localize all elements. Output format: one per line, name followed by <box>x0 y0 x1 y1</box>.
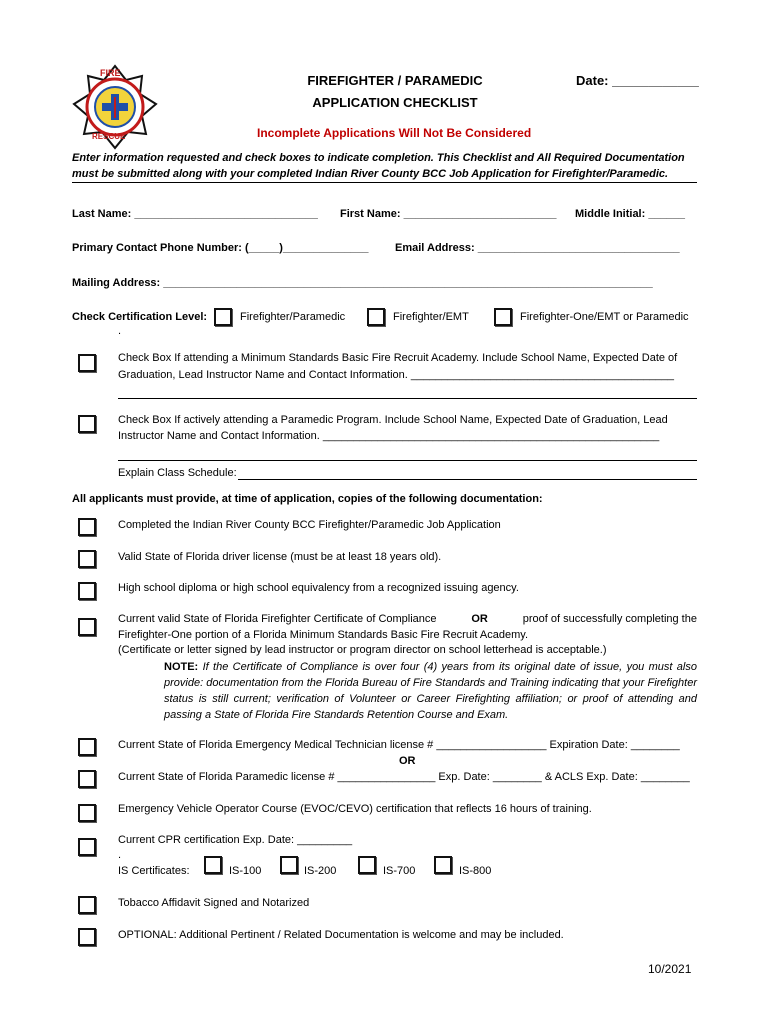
class-schedule-label: Explain Class Schedule: <box>118 467 237 479</box>
page-title-line1: FIREFIGHTER / PARAMEDIC <box>307 73 483 88</box>
doc-ff-cert-line3: (Certificate or letter signed by lead instructor or program director on school letterhead is acceptable.) <box>118 644 607 656</box>
instructions-underline <box>72 182 697 183</box>
doc-ff-cert-line2: Firefighter-One portion of a Florida Minimum Standards Basic Fire Recruit Academy. <box>118 629 529 641</box>
doc-ff-cert-line1 <box>118 613 697 625</box>
mailing-address-field[interactable]: Mailing Address: ________________________________________________________________________________ <box>72 277 653 289</box>
option-firefighter-emt: Firefighter/EMT <box>393 311 469 323</box>
checkbox-firefighter-emt[interactable] <box>367 308 385 326</box>
doc-cpr[interactable]: Current CPR certification Exp. Date: _________ <box>118 834 353 846</box>
stray-dot: . <box>118 325 122 337</box>
checkbox-academy[interactable] <box>78 354 96 372</box>
paramedic-blank-line[interactable] <box>118 460 697 461</box>
doc-ff-cert-note <box>164 659 697 723</box>
doc-ff-cert-or: OR <box>471 613 488 625</box>
checkbox-is-700[interactable] <box>358 856 376 874</box>
logo-bottom-text: RESCUE <box>92 132 126 141</box>
academy-blank-line[interactable] <box>118 398 697 399</box>
academy-text-line1: Check Box If attending a Minimum Standards Basic Fire Recruit Academy. Include School Name, Expected Date of <box>118 352 678 364</box>
doc-tobacco-affidavit: Tobacco Affidavit Signed and Notarized <box>118 897 310 909</box>
doc-emt-license[interactable]: Current State of Florida Emergency Medical Technician license # __________________ Expiration Date: ________ <box>118 739 680 751</box>
cpr-dot: . <box>118 849 122 861</box>
doc-optional: OPTIONAL: Additional Pertinent / Related Documentation is welcome and may be included. <box>118 929 564 941</box>
instructions-line1: Enter information requested and check boxes to indicate completion. This Checklist and All Required Documentation <box>72 152 685 164</box>
middle-initial-field[interactable]: Middle Initial: ______ <box>575 208 686 220</box>
doc-job-application: Completed the Indian River County BCC Firefighter/Paramedic Job Application <box>118 519 501 531</box>
paramedic-text-line1: Check Box If actively attending a Paramedic Program. Include School Name, Expected Date of Graduation, Lead <box>118 414 668 426</box>
logo-top-text: FIRE <box>100 68 121 78</box>
checkbox-firefighter-one[interactable] <box>494 308 512 326</box>
email-field[interactable]: Email Address: _________________________________ <box>395 242 680 254</box>
is-100-label: IS-100 <box>229 865 262 877</box>
doc-ff-cert-part-a: Current valid State of Florida Firefighter Certificate of Compliance <box>118 613 437 625</box>
checkbox-is-200[interactable] <box>280 856 298 874</box>
doc-evoc: Emergency Vehicle Operator Course (EVOC/CEVO) certification that reflects 16 hours of training. <box>118 803 592 815</box>
doc-paramedic-license[interactable]: Current State of Florida Paramedic license # ________________ Exp. Date: ________ & ACLS Exp. Date: ________ <box>118 771 690 783</box>
is-800-label: IS-800 <box>459 865 492 877</box>
checkbox-tobacco-affidavit[interactable] <box>78 896 96 914</box>
fire-rescue-logo <box>70 62 160 152</box>
is-700-label: IS-700 <box>383 865 416 877</box>
is-200-label: IS-200 <box>304 865 337 877</box>
checkbox-is-800[interactable] <box>434 856 452 874</box>
note-text: If the Certificate of Compliance is over four (4) years from its original date of issue, you must also provide: documentation from the Florida Bureau of Fire Standards and Training indicating that your Firefighter status is still current; verification of Volunteer or Career Firefighting affiliation; or proof of attending and passing a State of Florida Fire Standards Retention Course and Exam. <box>164 661 697 721</box>
doc-diploma: High school diploma or high school equivalency from a recognized issuing agency. <box>118 582 519 594</box>
checkbox-firefighter-certificate[interactable] <box>78 618 96 636</box>
checkbox-driver-license[interactable] <box>78 550 96 568</box>
warning-text: Incomplete Applications Will Not Be Considered <box>257 126 532 140</box>
checkbox-firefighter-paramedic[interactable] <box>214 308 232 326</box>
checkbox-job-application[interactable] <box>78 518 96 536</box>
doc-driver-license: Valid State of Florida driver license (must be at least 18 years old). <box>118 551 442 563</box>
instructions-line2: must be submitted along with your completed Indian River County BCC Job Application for Firefighter/Paramedic. <box>72 168 669 180</box>
checkbox-optional-docs[interactable] <box>78 928 96 946</box>
checkbox-is-100[interactable] <box>204 856 222 874</box>
academy-text-line2[interactable]: Graduation, Lead Instructor Name and Contact Information. ___________________________________________ <box>118 369 674 381</box>
is-certificates-label: IS Certificates: <box>118 865 190 877</box>
checkbox-diploma[interactable] <box>78 582 96 600</box>
checkbox-evoc[interactable] <box>78 804 96 822</box>
checkbox-cpr[interactable] <box>78 838 96 856</box>
checkbox-paramedic-license[interactable] <box>78 770 96 788</box>
date-field[interactable]: Date: ____________ <box>576 73 699 88</box>
certification-label: Check Certification Level: <box>72 311 208 323</box>
revision-date: 10/2021 <box>648 962 692 976</box>
option-firefighter-one: Firefighter-One/EMT or Paramedic <box>520 311 689 323</box>
doc-ff-cert-part-b: proof of successfully completing the <box>522 613 697 625</box>
option-firefighter-paramedic: Firefighter/Paramedic <box>240 311 346 323</box>
last-name-field[interactable]: Last Name: ______________________________ <box>72 208 318 220</box>
checkbox-paramedic-program[interactable] <box>78 415 96 433</box>
doc-or-separator: OR <box>399 755 416 767</box>
documentation-heading: All applicants must provide, at time of application, copies of the following documentation: <box>72 493 543 505</box>
first-name-field[interactable]: First Name: _________________________ <box>340 208 557 220</box>
note-label: NOTE: <box>164 661 199 673</box>
paramedic-text-line2[interactable]: Instructor Name and Contact Information. _______________________________________________________ <box>118 430 660 442</box>
checkbox-emt-license[interactable] <box>78 738 96 756</box>
class-schedule-line[interactable] <box>238 479 697 480</box>
page-title-line2: APPLICATION CHECKLIST <box>312 95 478 110</box>
phone-field[interactable]: Primary Contact Phone Number: (_____)______________ <box>72 242 369 254</box>
